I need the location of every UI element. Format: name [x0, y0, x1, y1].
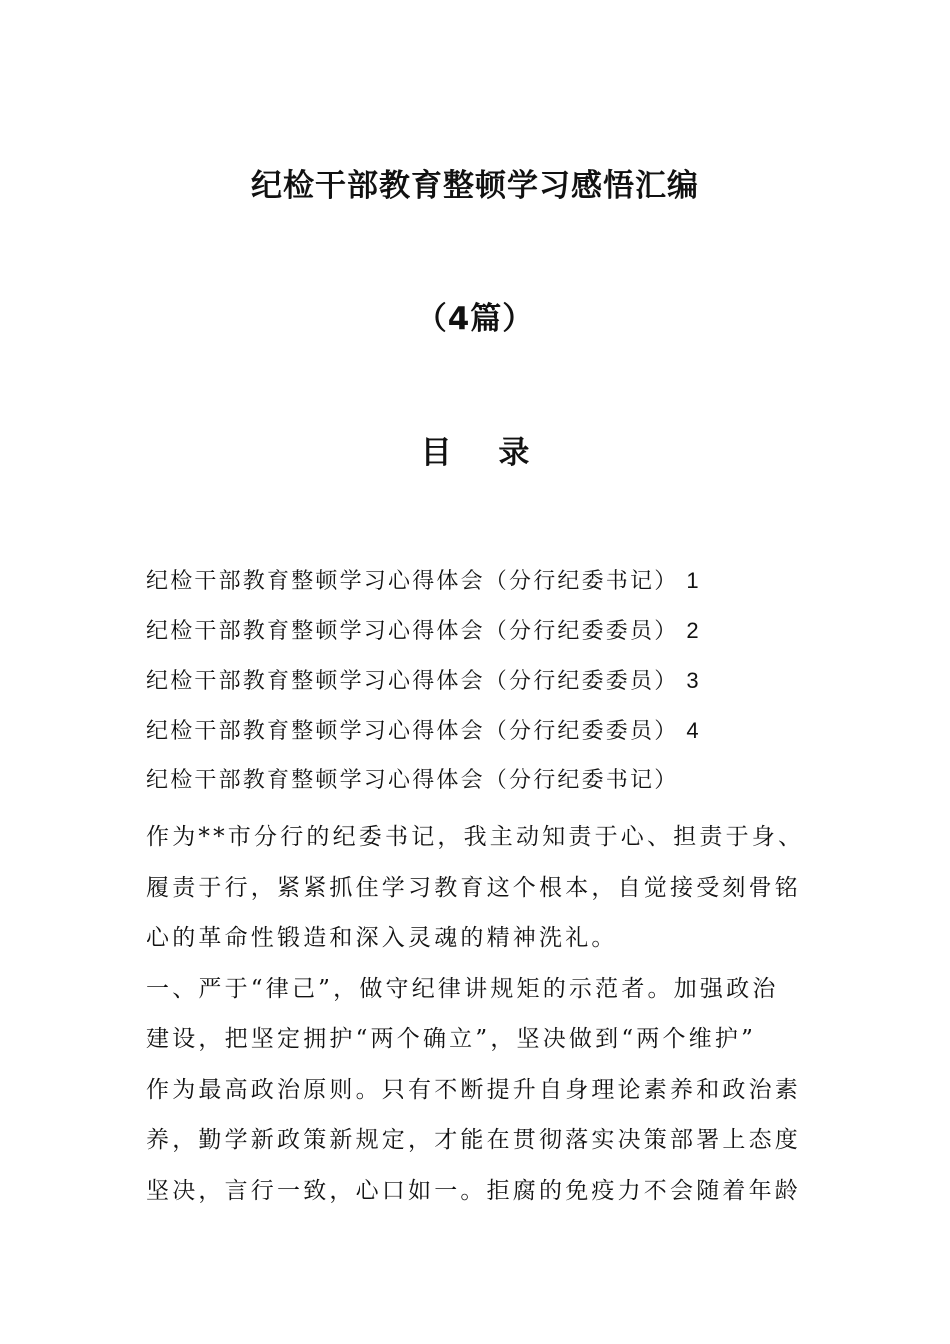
toc-entry-label: 纪检干部教育整顿学习心得体会（分行纪委委员）: [146, 669, 679, 694]
toc-entry-label: 纪检干部教育整顿学习心得体会（分行纪委书记）: [146, 569, 679, 594]
toc-entry-label: 纪检干部教育整顿学习心得体会（分行纪委委员）: [146, 619, 679, 644]
toc-entry-label: 纪检干部教育整顿学习心得体会（分行纪委委员）: [146, 719, 679, 744]
paragraph-line: 养，勤学新政策新规定，才能在贯彻落实决策部署上态度: [146, 1127, 801, 1153]
toc-entry-page-number: 4: [686, 718, 699, 743]
toc-entry-page-number: 1: [686, 568, 699, 593]
paragraph-line: 作为**市分行的纪委书记，我主动知责于心、担责于身、: [146, 824, 805, 850]
paragraph-line: 心的革命性锻造和深入灵魂的精神洗礼。: [146, 925, 618, 951]
document-subtitle: （4篇）: [415, 301, 535, 337]
article-paragraph-2: [146, 964, 806, 1217]
toc-entry-2[interactable]: [146, 612, 806, 662]
article-title: 纪检干部教育整顿学习心得体会（分行纪委书记）: [146, 768, 679, 793]
toc-entry-1[interactable]: [146, 562, 806, 612]
document-title: 纪检干部教育整顿学习感悟汇编: [251, 168, 699, 204]
article-body: [146, 762, 806, 1216]
paragraph-line: 履责于行，紧紧抓住学习教育这个根本，自觉接受刻骨铭: [146, 874, 801, 901]
paragraph-line: 作为最高政治原则。只有不断提升自身理论素养和政治素: [146, 1076, 801, 1103]
toc-entry-page-number: 3: [686, 668, 699, 693]
toc-entry-4[interactable]: [146, 712, 806, 762]
toc-entry-3[interactable]: [146, 662, 806, 712]
paragraph-line: 坚决，言行一致，心口如一。拒腐的免疫力不会随着年龄: [146, 1177, 801, 1204]
toc-entry-page-number: 2: [686, 618, 699, 643]
toc-heading: 目 录: [420, 435, 548, 471]
table-of-contents: [146, 562, 806, 762]
article-paragraph-1: [146, 812, 806, 964]
paragraph-line: 一、严于“律己”，做守纪律讲规矩的示范者。加强政治: [146, 975, 779, 1002]
paragraph-line: 建设，把坚定拥护“两个确立”，坚决做到“两个维护”: [146, 1026, 757, 1052]
